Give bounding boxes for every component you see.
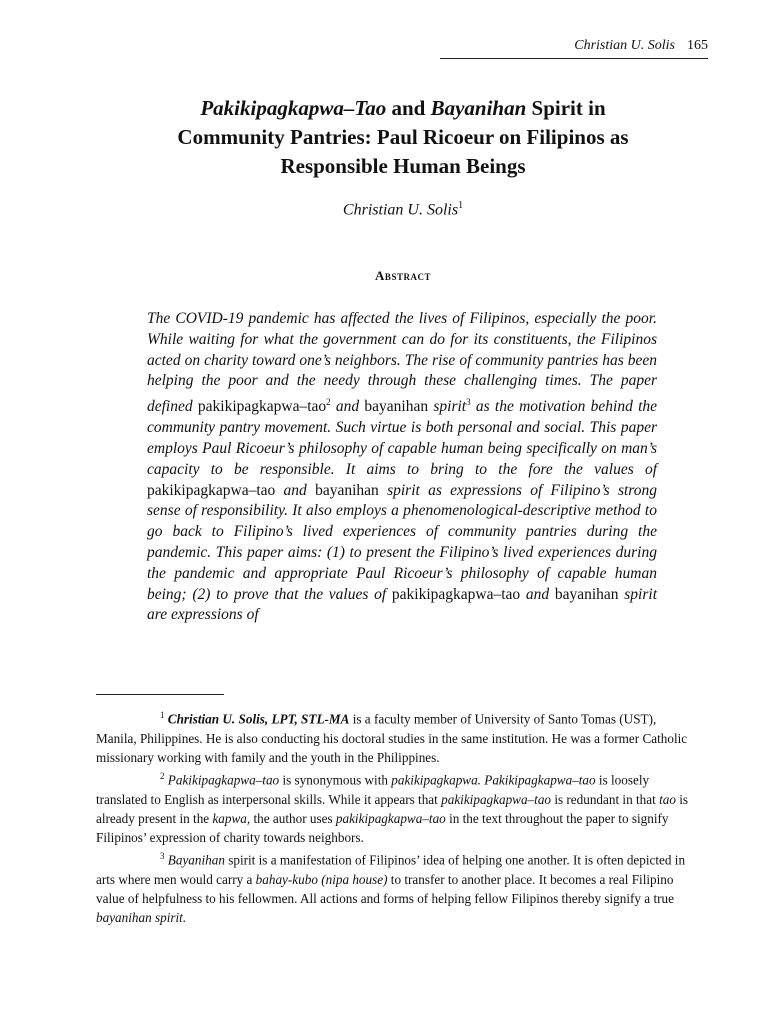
- footnote-text: the author uses: [250, 810, 336, 826]
- footnote-mark: 1: [160, 710, 165, 720]
- paper-title: [100, 94, 706, 181]
- title-part: Pakikipagkapwa–Tao: [200, 96, 387, 120]
- title-line-3: Responsible Human Beings: [280, 154, 526, 178]
- footnote-text: is synonymous with: [279, 772, 392, 788]
- footnote-mark: 2: [160, 771, 165, 781]
- abstract-term: bayanihan: [364, 398, 429, 416]
- abstract-term: bayanihan: [315, 481, 379, 499]
- footnote-mark: 3: [160, 851, 165, 862]
- footnote-term: tao: [659, 791, 676, 807]
- footnote-text: is loosely translated to English as interpersonal skills. While it appears that: [96, 772, 650, 807]
- abstract-text: and: [520, 585, 555, 603]
- abstract-text: and: [330, 398, 365, 416]
- footnote-term: Bayanihan: [167, 852, 225, 868]
- footnote-term: kapwa,: [212, 810, 251, 826]
- abstract-body: [147, 309, 657, 626]
- footnote-ref[interactable]: 2: [326, 397, 331, 408]
- footnote-text: spirit is a manifestation of Filipinos’ idea of helping one another. It is often depicted in arts where men would carry a: [96, 852, 686, 887]
- footnote-text: in the text throughout the paper to signify Filipinos’ expression of charity towards neighbors.: [96, 810, 669, 845]
- footnote-divider: [96, 694, 224, 695]
- abstract-text: spirit: [428, 398, 467, 416]
- author-byline: [100, 200, 706, 219]
- footnote-text: is already present in the: [96, 791, 689, 826]
- abstract-text: as the motivation behind the community pantry movement. Such virtue is both personal and social. This paper employs Paul Ricoeur’s philosophy of capable human being specifically on man’s capacity to be responsible. It aims to bring to the fore the values of: [147, 398, 658, 478]
- title-part: Bayanihan: [430, 96, 527, 120]
- abstract-text: spirit as expressions of Filipino’s strong sense of responsibility. It also employs a phenomenological-descriptive method to go back to Filipino’s lived experiences of community pantries during the pandemic. This paper aims: (1) to present the Filipino’s lived experiences during the pandemic and appropriate Paul Ricoeur’s philosophy of capable human being; (2) to prove that the values of: [147, 481, 657, 603]
- running-head: [440, 38, 708, 59]
- abstract-text: The COVID-19 pandemic has affected the lives of Filipinos, especially the poor. While waiting for what the government can do for its constituents, the Filipinos acted on charity toward one’s neighbors. The rise of community pantries has been helping the poor and the needy through these challenging times. The paper defined: [147, 310, 657, 416]
- footnote-text: is a faculty member of University of Santo Tomas (UST), Manila, Philippines. He is also conducting his doctoral studies in the same institution. He was a former Catholic missionary working with family and the youth in the Philippines.: [96, 711, 688, 765]
- footnote-term: pakikipagkapwa–tao: [335, 810, 446, 826]
- abstract-term: pakikipagkapwa–tao: [197, 398, 327, 416]
- footnote-term: pakikipagkapwa.: [391, 772, 481, 788]
- abstract-text: and: [275, 481, 316, 499]
- footnote-3: [96, 847, 698, 927]
- title-part: Spirit in: [526, 96, 606, 120]
- footnote-term: pakikipagkapwa–tao: [441, 791, 552, 807]
- abstract-heading: Abstract: [375, 268, 431, 283]
- footnote-term: Pakikipagkapwa–tao: [167, 772, 280, 788]
- abstract-term: pakikipagkapwa–tao: [391, 585, 521, 603]
- footnote-term: bahay-kubo (nipa house): [255, 871, 388, 887]
- author-name: Christian U. Solis: [342, 201, 459, 219]
- footnote-text: is redundant in that: [551, 791, 660, 807]
- title-line-2: Community Pantries: Paul Ricoeur on Filipinos as: [177, 125, 629, 149]
- abstract-term: pakikipagkapwa–tao: [147, 481, 276, 499]
- footnote-author-name: Christian U. Solis, LPT, STL-MA: [167, 711, 350, 727]
- abstract-text: spirit are expressions of: [147, 585, 657, 624]
- footnote-ref[interactable]: 1: [458, 200, 464, 211]
- page-number: 165: [687, 38, 708, 53]
- footnote-ref[interactable]: 3: [466, 397, 471, 408]
- title-part: and: [386, 96, 431, 120]
- footnotes: [96, 706, 698, 927]
- footnote-term: Pakikipagkapwa–tao: [484, 772, 596, 788]
- footnote-2: [96, 767, 698, 847]
- footnote-text: to transfer to another place. It becomes a real Filipino value of helpfulness to his fellowmen. All actions and forms of helping fellow Filipinos thereby signify a true: [96, 871, 674, 906]
- abstract-term: bayanihan: [554, 585, 619, 603]
- footnote-1: [96, 706, 698, 767]
- footnote-term: bayanihan spirit.: [96, 910, 187, 926]
- running-head-author: Christian U. Solis: [574, 38, 675, 53]
